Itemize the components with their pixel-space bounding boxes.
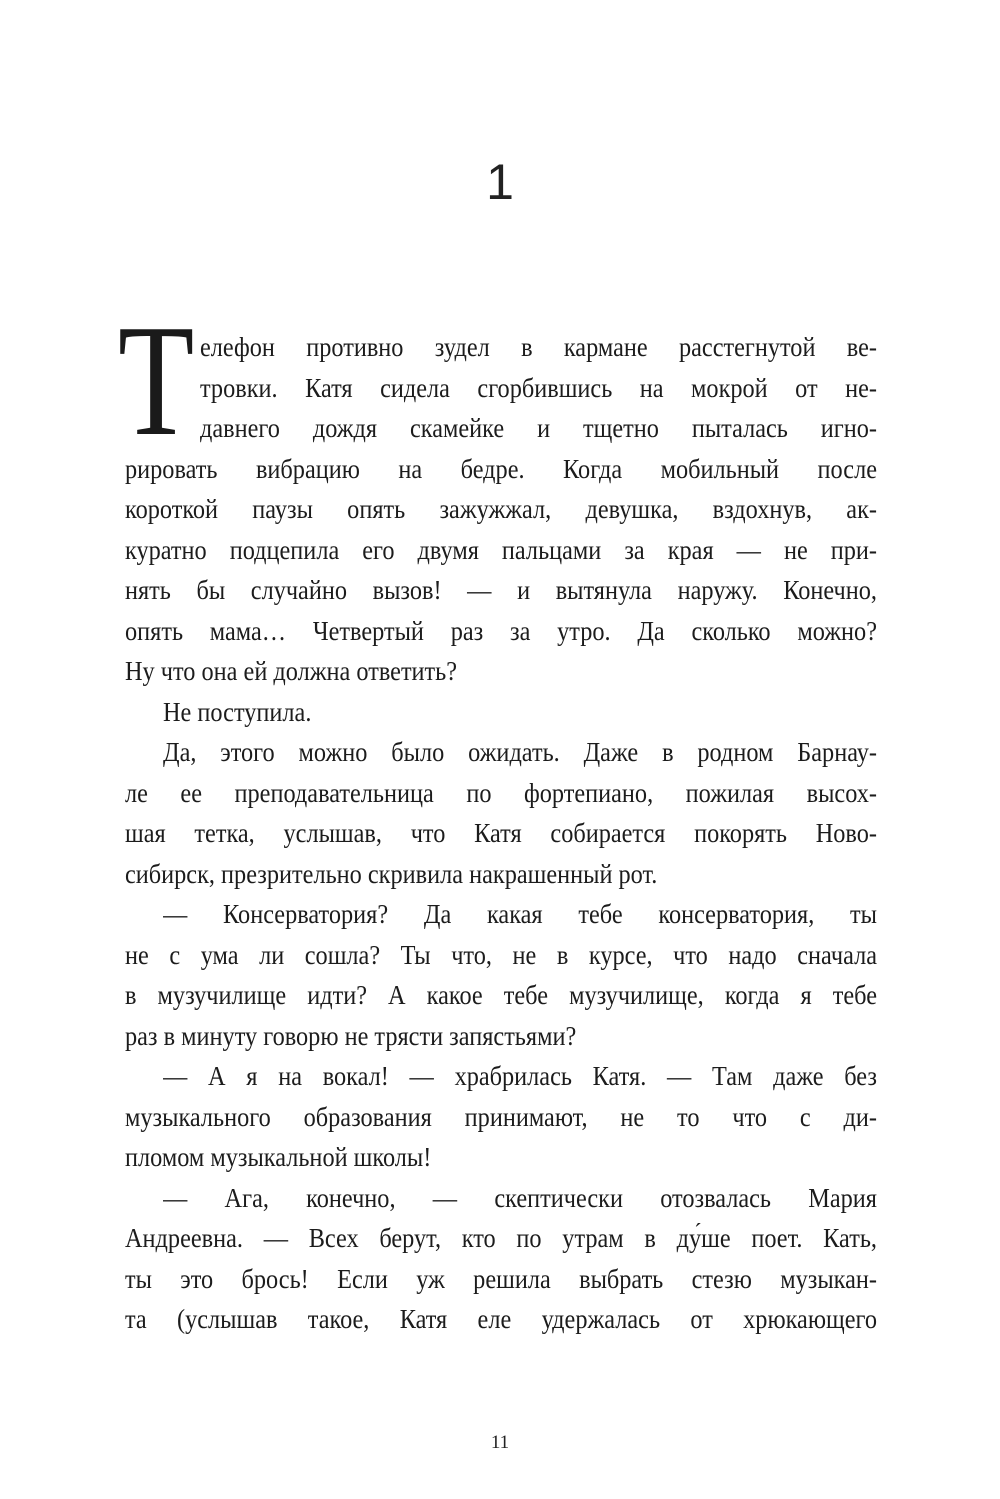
text-line: нять бы случайно вызов! — и вытянула наружу. Конечно, bbox=[125, 575, 877, 605]
text-line: музыкального образования принимают, не то что с ди- bbox=[125, 1101, 877, 1132]
text-line: короткой паузы опять зажужжал, девушка, вздохнув, ак- bbox=[125, 494, 877, 524]
text-line: давнего дождя скамейке и тщетно пыталась игно- bbox=[200, 413, 877, 443]
text-line: ты это брось! Если уж решила выбрать стезю музыкан- bbox=[125, 1263, 877, 1294]
text-line: опять мама… Четвертый раз за утро. Да сколько можно? bbox=[125, 615, 877, 646]
text-line: куратно подцепила его двумя пальцами за края — не при- bbox=[125, 534, 877, 565]
text-line: пломом музыкальной школы! bbox=[125, 1142, 432, 1172]
text-line: та (услышав такое, Катя еле удержалась от хрюкающего bbox=[125, 1304, 877, 1334]
text-line: сибирск, презрительно скривила накрашенный рот. bbox=[125, 858, 658, 889]
text-line: — Консерватория? Да какая тебе консерватория, ты bbox=[163, 899, 877, 929]
chapter-number: 1 bbox=[486, 154, 514, 210]
text-line: рировать вибрацию на бедре. Когда мобильный после bbox=[125, 453, 877, 484]
text-line: — А я на вокал! — храбрилась Катя. — Там даже без bbox=[163, 1061, 877, 1091]
text-line: елефон противно зудел в кармане расстегнутой ве- bbox=[200, 332, 877, 362]
page-number: 11 bbox=[490, 1432, 510, 1453]
text-line: Не поступила. bbox=[163, 696, 312, 727]
text-line: Да, этого можно было ожидать. Даже в родном Барнау- bbox=[163, 737, 877, 767]
text-line: шая тетка, услышав, что Катя собирается покорять Ново- bbox=[125, 818, 877, 848]
text-line: в музучилище идти? А какое тебе музучилище, когда я тебе bbox=[125, 980, 877, 1010]
text-line: тровки. Катя сидела сгорбившись на мокрой от не- bbox=[200, 372, 877, 403]
text-line: Андреевна. — Всех берут, кто по утрам в ду́ше поет. Кать, bbox=[125, 1223, 877, 1253]
drop-cap: Т bbox=[118, 291, 195, 469]
text-line: не с ума ли сошла? Ты что, не в курсе, что надо сначала bbox=[125, 939, 877, 970]
text-line: Ну что она ей должна ответить? bbox=[125, 656, 458, 686]
text-line: раз в минуту говорю не трясти запястьями? bbox=[125, 1020, 577, 1051]
text-line: — Ага, конечно, — скептически отозвалась Мария bbox=[163, 1182, 877, 1213]
text-line: ле ее преподавательница по фортепиано, пожилая высох- bbox=[125, 777, 877, 808]
